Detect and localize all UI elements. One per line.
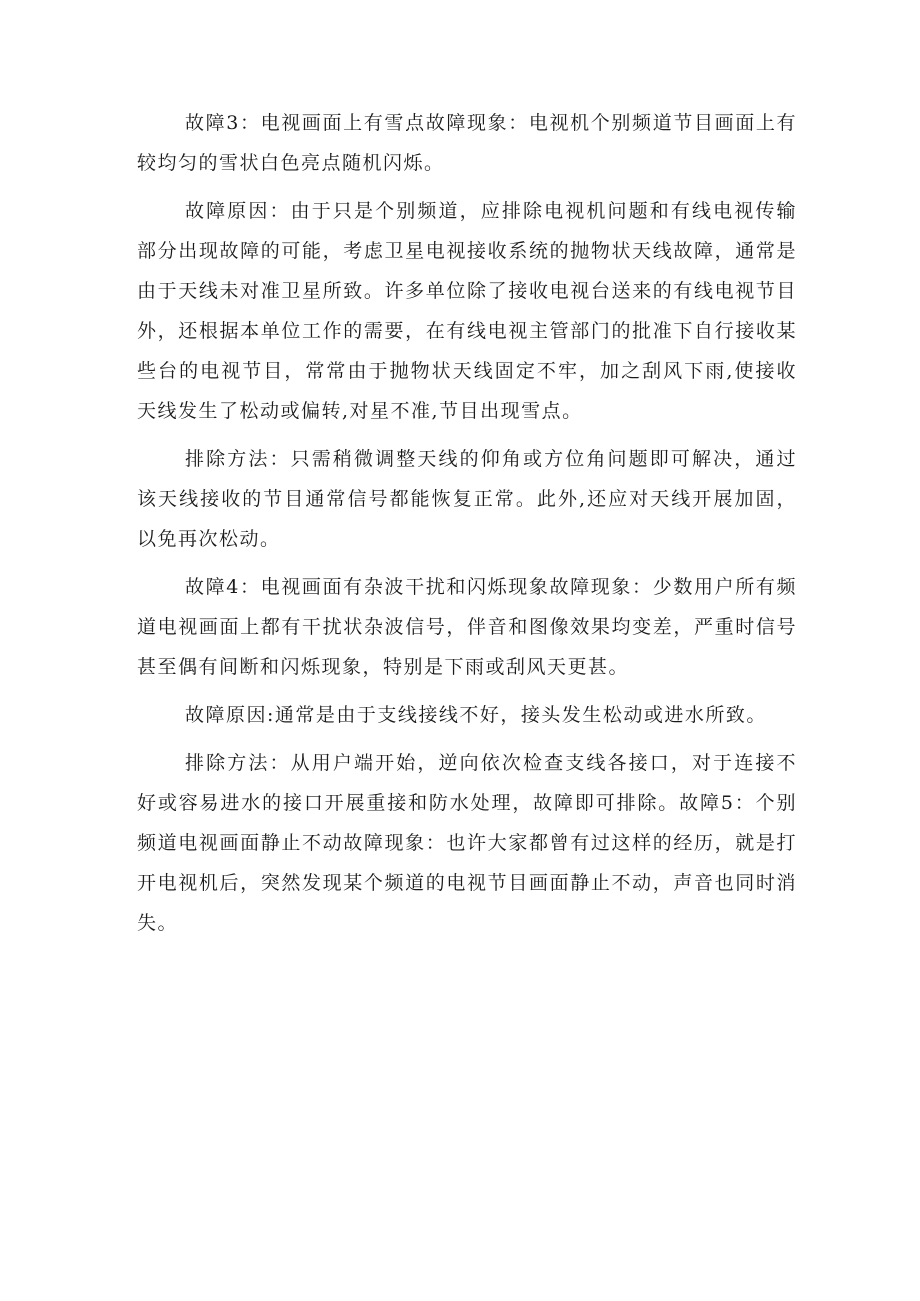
paragraph-fault-3-solution: 排除方法：只需稍微调整天线的仰角或方位角问题即可解决，通过该天线接收的节目通常信号都能恢复正常。此外,还应对天线开展加固，以免再次松动。	[137, 448, 797, 550]
paragraph-fault-4: 故障4：电视画面有杂波干扰和闪烁现象故障现象：少数用户所有频道电视画面上都有干扰状杂波信号，伴音和图像效果均变差，严重时信号甚至偶有间断和闪烁现象，特别是下雨或刮风天更甚。	[137, 576, 797, 678]
paragraph-fault-4-cause: 故障原因:通常是由于支线接线不好，接头发生松动或进水所致。	[185, 704, 767, 726]
paragraph-fault-3-cause: 故障原因：由于只是个别频道，应排除电视机问题和有线电视传输部分出现故障的可能，考虑卫星电视接收系统的抛物状天线故障，通常是由于天线未对准卫星所致。许多单位除了接收电视台送来的有线电视节目外，还根据本单位工作的需要，在有线电视主管部门的批准下自行接收某些台的电视节目，常常由于抛物状天线固定不牢，加之刮风下雨,使接收天线发生了松动或偏转,对星不准,节目出现雪点。	[137, 200, 797, 422]
paragraph-fault-3: 故障3：电视画面上有雪点故障现象：电视机个别频道节目画面上有较均匀的雪状白色亮点随机闪烁。	[137, 112, 797, 174]
paragraph-fault-4-solution: 排除方法：从用户端开始，逆向依次检查支线各接口，对于连接不好或容易进水的接口开展重接和防水处理，故障即可排除。故障5：个别频道电视画面静止不动故障现象：也许大家都曾有过这样的经历，就是打开电视机后，突然发现某个频道的电视节目画面静止不动，声音也同时消失。	[137, 752, 797, 934]
document-body	[137, 103, 797, 951]
